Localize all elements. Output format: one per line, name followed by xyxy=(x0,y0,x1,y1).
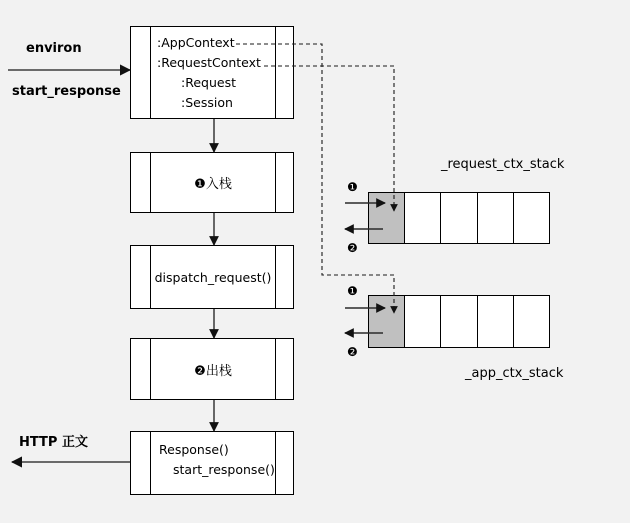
step-2-badge: ❷ xyxy=(347,241,358,255)
start-response-call-label: start_response() xyxy=(173,462,275,477)
stack-cell xyxy=(478,193,514,243)
stack-cell xyxy=(405,193,441,243)
activation-strip-left xyxy=(131,432,151,494)
activation-strip-left xyxy=(131,246,151,308)
push-step-label: ❶入栈 xyxy=(194,177,232,192)
stack-cell xyxy=(405,296,441,347)
response-call-label: Response() xyxy=(159,442,229,457)
response-box xyxy=(130,431,294,495)
http-body-label: HTTP 正文 xyxy=(19,435,88,450)
context-objects-box xyxy=(130,26,294,119)
activation-strip-left xyxy=(131,339,151,399)
start-response-label: start_response xyxy=(12,84,121,99)
stack-cell xyxy=(441,296,477,347)
stack-cell xyxy=(478,296,514,347)
stack-cell xyxy=(514,193,549,243)
step-1-badge: ❶ xyxy=(347,284,358,298)
pop-step-label: ❷出栈 xyxy=(194,363,232,379)
step-1-badge: ❶ xyxy=(347,180,358,194)
stack-cell xyxy=(514,296,549,347)
activation-strip-right xyxy=(275,153,293,212)
activation-strip-left xyxy=(131,27,151,118)
request-ctx-stack xyxy=(368,192,550,244)
stack-cell xyxy=(441,193,477,243)
appcontext-label: :AppContext xyxy=(157,35,235,50)
app-ctx-stack xyxy=(368,295,550,348)
session-label: :Session xyxy=(181,95,233,110)
dispatch-request-box xyxy=(130,245,294,309)
step-2-badge: ❷ xyxy=(347,345,358,359)
pop-step-box xyxy=(130,338,294,400)
requestcontext-label: :RequestContext xyxy=(157,55,261,70)
stack-cell-active xyxy=(369,296,405,347)
activation-strip-right xyxy=(275,339,293,399)
activation-strip-right xyxy=(275,246,293,308)
app-ctx-stack-label: _app_ctx_stack xyxy=(465,366,564,381)
request-ctx-stack-label: _request_ctx_stack xyxy=(441,157,565,172)
activation-strip-left xyxy=(131,153,151,212)
activation-strip-right xyxy=(275,432,293,494)
dispatch-request-label: dispatch_request() xyxy=(154,269,272,285)
request-label: :Request xyxy=(181,75,236,90)
push-step-box xyxy=(130,152,294,213)
environ-label: environ xyxy=(26,41,82,56)
context-objects-lines xyxy=(151,27,275,113)
stack-cell-active xyxy=(369,193,405,243)
activation-strip-right xyxy=(275,27,293,118)
